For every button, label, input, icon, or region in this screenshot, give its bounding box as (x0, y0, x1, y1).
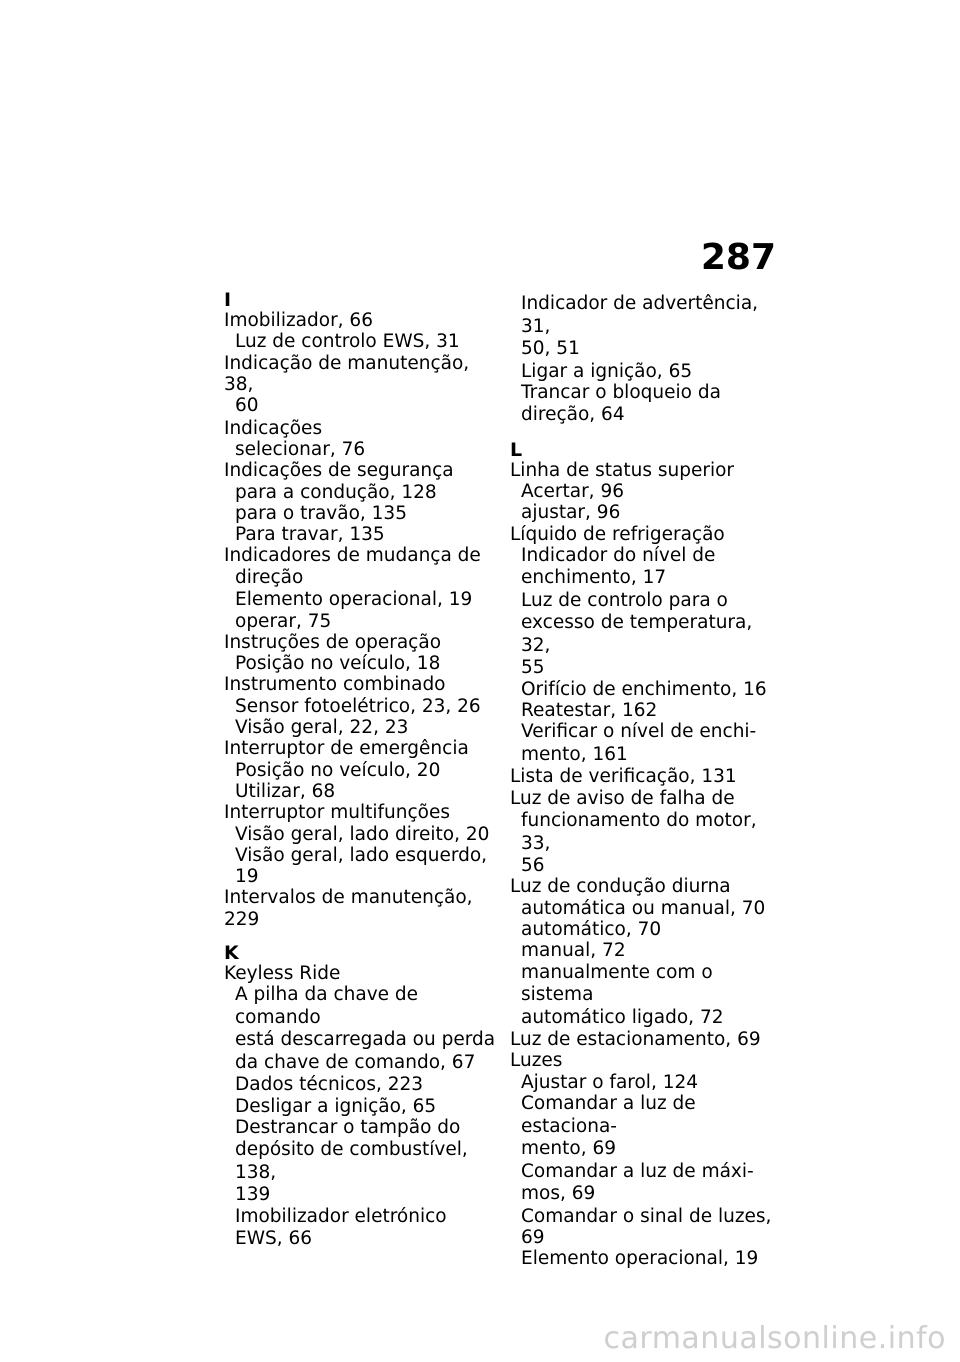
index-subentry-continuation: depósito de combustível, 138, (235, 1139, 468, 1183)
index-subentry: para o travão, 135 (235, 502, 407, 524)
index-subentry: ajustar, 96 (521, 502, 621, 524)
index-entry: Luz de aviso de falha de (510, 787, 735, 809)
index-entry: Intervalos de manutenção, 229 (224, 887, 473, 930)
index-entry: Luz de estacionamento, 69 (510, 1029, 761, 1051)
index-subentry-continuation: enchimento, 17 (521, 567, 667, 589)
index-subentry: Reatestar, 162 (521, 700, 658, 722)
index-subentry: Desligar a ignição, 65 (235, 1095, 437, 1117)
index-subentry: operar, 75 (235, 610, 332, 632)
index-column-right (510, 293, 785, 1269)
section-spacer (510, 427, 785, 441)
watermark: carmanualsonline.info (603, 1321, 946, 1356)
index-subentry: Elemento operacional, 19 (235, 589, 473, 611)
index-entry: Indicadores de mudança de (224, 545, 481, 567)
index-entry: Líquido de refrigeração (510, 523, 725, 545)
index-subentry: Posição no veículo, 20 (235, 759, 441, 781)
index-subentry: para a condução, 128 (235, 481, 437, 503)
index-column-left (224, 291, 499, 1251)
index-subentry: automática ou manual, 70 (521, 897, 766, 919)
section-letter-i: I (224, 289, 232, 311)
index-subentry-continuation: da chave de comando, 67 (235, 1051, 476, 1073)
index-entry: Luzes (510, 1050, 563, 1072)
index-entry: Linha de status superior (510, 459, 735, 481)
index-subentry-continuation: EWS, 66 (235, 1228, 313, 1250)
index-subentry: Sensor fotoelétrico, 23, 26 (235, 695, 481, 717)
section-letter-k: K (224, 942, 239, 965)
index-subentry-continuation: mos, 69 (521, 1183, 596, 1205)
index-subentry: A pilha da chave de comando (235, 984, 419, 1028)
index-subentry-continuation: está descarregada ou perda (235, 1029, 496, 1051)
index-entry: Keyless Ride (224, 963, 341, 985)
index-entry-continuation: 60 (235, 395, 259, 417)
index-subentry: Posição no veículo, 18 (235, 653, 441, 675)
index-entry: Indicações (224, 417, 323, 439)
index-entry-continuation: direção (235, 566, 304, 588)
index-subentry: Utilizar, 68 (235, 780, 336, 802)
index-subentry: Dados técnicos, 223 (235, 1074, 424, 1096)
index-subentry: manualmente com o sistema (521, 961, 713, 1006)
index-subentry: automático, 70 (521, 919, 662, 941)
index-subentry-continuation: 50, 51 (521, 338, 580, 359)
index-subentry: Comandar o sinal de luzes, 69 (521, 1205, 772, 1248)
index-entry: Indicação de manutenção, 38, (224, 352, 470, 395)
index-subentry: Trancar o bloqueio da (521, 381, 721, 403)
index-subentry-continuation: 55 (521, 657, 545, 679)
index-entry: Indicações de segurança (224, 460, 454, 482)
index-subentry: Destrancar o tampão do (235, 1116, 461, 1138)
index-subentry: Ajustar o farol, 124 (521, 1071, 699, 1093)
index-entry: Instrumento combinado (224, 674, 446, 696)
index-entry: Interruptor de emergência (224, 738, 469, 760)
index-subentry: Visão geral, lado esquerdo, 19 (235, 844, 488, 888)
section-letter-l: L (510, 438, 523, 461)
index-subentry-continuation: mento, 69 (521, 1138, 617, 1160)
index-entry-continuation: funcionamento do motor, 33, (521, 810, 757, 854)
section-spacer (224, 930, 499, 944)
index-subentry: Indicador do nível de (521, 544, 716, 566)
index-subentry-continuation: direção, 64 (521, 404, 625, 426)
index-subentry: Orifício de enchimento, 16 (521, 678, 767, 700)
index-subentry: Indicador de advertência, 31, (521, 293, 759, 337)
index-subentry: Ligar a ignição, 65 (521, 360, 693, 382)
index-entry-continuation: 56 (521, 855, 545, 877)
index-subentry: Acertar, 96 (521, 481, 624, 503)
index-entry: Lista de verificação, 131 (510, 766, 737, 788)
page-number: 287 (700, 237, 776, 278)
index-subentry: Para travar, 135 (235, 524, 385, 546)
index-entry: Imobilizador, 66 (224, 310, 373, 331)
index-subentry: Elemento operacional, 19 (521, 1248, 759, 1270)
index-subentry: Comandar a luz de máxi- (521, 1160, 754, 1182)
index-subentry: Visão geral, 22, 23 (235, 717, 409, 739)
index-subentry-continuation: 139 (235, 1184, 271, 1206)
index-entry: Luz de condução diurna (510, 876, 731, 898)
index-subentry-continuation: automático ligado, 72 (521, 1006, 724, 1028)
index-subentry: Comandar a luz de estaciona- (521, 1093, 696, 1137)
index-subentry: Luz de controlo para o (521, 589, 728, 611)
index-subentry-continuation: mento, 161 (521, 743, 628, 765)
index-subentry: Luz de controlo EWS, 31 (235, 331, 460, 353)
index-entry: Interruptor multifunções (224, 802, 450, 824)
index-subentry: Imobilizador eletrónico (235, 1205, 447, 1227)
index-subentry-continuation: excesso de temperatura, 32, (521, 612, 753, 656)
index-entry: Instruções de operação (224, 631, 442, 653)
index-subentry: manual, 72 (521, 940, 626, 962)
index-subentry: Verificar o nível de enchi- (521, 721, 757, 743)
index-subentry: Visão geral, lado direito, 20 (235, 823, 490, 845)
index-subentry: selecionar, 76 (235, 438, 366, 460)
